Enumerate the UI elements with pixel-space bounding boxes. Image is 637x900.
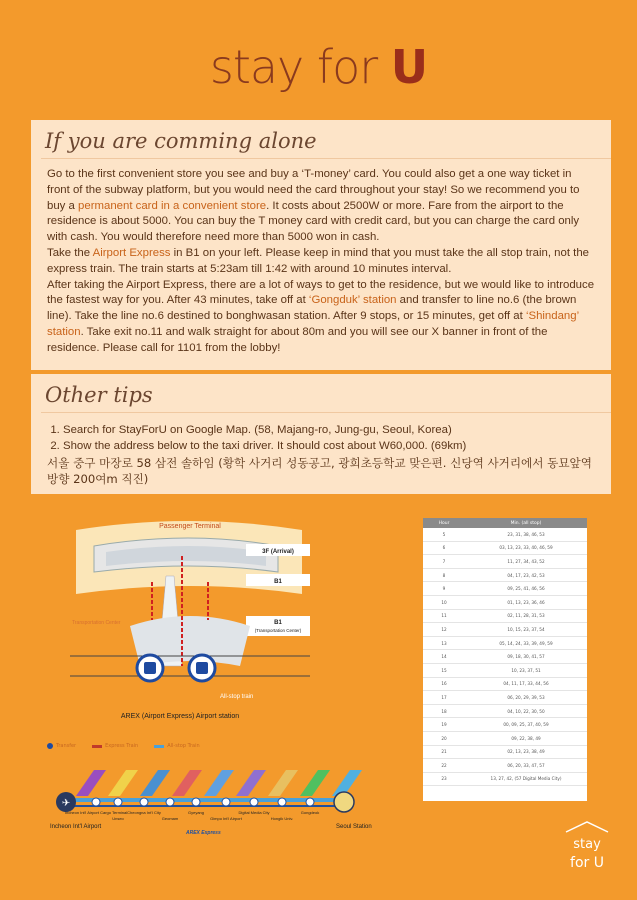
hour-header: Hour [438, 520, 450, 526]
minutes-cell: 02, 13, 23, 38, 49 [507, 749, 545, 755]
timetable-row [423, 664, 587, 678]
coming-alone-title: If you are comming alone [45, 129, 317, 153]
timetable-row [423, 732, 587, 746]
hour-cell: 22 [441, 762, 447, 768]
timetable-row [423, 596, 587, 610]
minutes-cell: 13, 27, 42, (57 Digital Media City) [490, 776, 562, 782]
house-roof-icon [566, 822, 608, 832]
level-b1-label: B1 [274, 579, 282, 585]
hour-cell: 23 [441, 776, 447, 782]
p2-text-b: in B1 on your left. Please keep in mind that you must take the all stop train, not the express train. The train starts at 5:23am till 1:42 with around 10 minutes interval. [47, 246, 590, 275]
hour-cell: 15 [441, 667, 447, 673]
korean-address: 서울 중구 마장로 58 삼전 솔하임 (황학 사거리 성동공고, 광희초등학교 맞은편. 신당역 사거리에서 동묘앞역 방향 200여m 직진) [47, 455, 592, 486]
station-label: Cheongna Int'l City [127, 810, 161, 815]
minutes-cell: 11, 27, 34, 43, 52 [507, 558, 545, 564]
coming-alone-body [31, 163, 611, 357]
tip-item: 1. Search for StayForU on Google Map. (58, Majang-ro, Jung-gu, Seoul, Korea) [63, 423, 597, 439]
timetable-row [423, 637, 587, 651]
minutes-cell: 02, 11, 28, 31, 53 [507, 613, 545, 619]
minutes-cell: 04, 17, 23, 42, 53 [507, 572, 545, 578]
other-tips-title: Other tips [45, 383, 153, 407]
divider [41, 412, 611, 413]
p1-highlight: permanent card in a convenient store [78, 199, 267, 212]
station-label: Unseo [112, 816, 124, 821]
station-label: Gyeyang [187, 810, 205, 815]
timetable-row [423, 623, 587, 637]
p3-text-a: After taking the Airport Express, there are a lot of ways to get to the residence, but we would like to introduce the fastest way for you. After 43 minutes, take off at [47, 278, 595, 307]
train-glyph [144, 662, 156, 674]
legend-transfer: Transfer [47, 743, 76, 749]
hour-cell: 19 [441, 722, 447, 728]
minutes-cell: 09, 25, 41, 46, 56 [507, 586, 545, 592]
p1-text-b: . It costs about 2500W or more. Fare from the airport to the residence is about 5000. You can buy the T money card with credit card, but you can charge the card only with cash. You would therefore need more than 5000 won in cash. [47, 199, 580, 244]
timetable-row [423, 569, 587, 583]
seoul-station-icon [334, 792, 354, 812]
brand-u: U [390, 40, 428, 94]
arex-brand: AREX Express [186, 830, 221, 836]
hour-cell: 16 [441, 681, 447, 687]
terminal-title: Passenger Terminal [159, 523, 221, 530]
minutes-cell: 01, 13, 23, 36, 46 [507, 599, 545, 605]
minutes-cell: 09, 18, 30, 41, 57 [507, 654, 545, 660]
terminal-diagram [70, 516, 310, 726]
level-b1-transport-box [246, 616, 310, 636]
legend-express: Express Train [92, 743, 138, 749]
timetable-row [423, 650, 587, 664]
brand-text: stay for [209, 40, 391, 94]
min-header: Min. (all stop) [510, 520, 542, 526]
minutes-cell: 00, 09, 25, 37, 40, 59 [503, 722, 549, 728]
train-glyph [196, 662, 208, 674]
minutes-cell: 06, 20, 33, 47, 57 [507, 762, 545, 768]
svg-text:✈: ✈ [61, 798, 71, 809]
timetable-row [423, 542, 587, 556]
p3-text-b: and transfer to line no.6 (the brown line). Take the line no.6 destined to bonghwasan station. After 9 stops, or 15 minutes, get off at [47, 294, 577, 323]
timetable-row [423, 773, 587, 787]
hour-cell: 14 [441, 654, 447, 660]
other-tips-panel [31, 374, 611, 494]
station-label: Digital Media City [238, 810, 270, 815]
minutes-cell: 10, 23, 37, 51 [511, 667, 541, 673]
p3-text-c: . Take exit no.11 and walk straight for about 80m and you will see our X banner in front of the residence. Please call for 1101 from the lobby! [47, 325, 548, 354]
hour-cell: 12 [441, 626, 447, 632]
tips-list [31, 417, 611, 455]
timetable-row [423, 555, 587, 569]
minutes-cell: 05, 14, 24, 33, 39, 49, 59 [499, 640, 553, 646]
hour-cell: 9 [442, 586, 446, 592]
timetable-row [423, 678, 587, 692]
hour-cell: 7 [442, 558, 446, 564]
hour-cell: 18 [441, 708, 447, 714]
minutes-cell: 10, 15, 23, 37, 54 [507, 626, 545, 632]
timetable-row [423, 691, 587, 705]
p2-highlight: Airport Express [92, 246, 171, 259]
divider [41, 158, 611, 159]
hour-cell: 21 [441, 749, 447, 755]
timetable-row [423, 705, 587, 719]
corner-logo [560, 820, 614, 876]
timetable-row [423, 528, 587, 542]
station-label: Gimpo Int'l Airport [210, 816, 242, 821]
minutes-cell: 04, 10, 22, 30, 50 [507, 708, 545, 714]
hour-cell: 8 [442, 572, 446, 578]
p2-text-a: Take the [47, 246, 93, 259]
level-b1-transport-label: B1 [274, 620, 282, 626]
corner-logo-line1: stay [573, 837, 601, 852]
hour-cell: 17 [441, 694, 447, 700]
timetable-row [423, 759, 587, 773]
station-caption: AREX (Airport Express) Airport station [120, 713, 240, 720]
timetable-row [423, 582, 587, 596]
timetable-body [423, 528, 587, 786]
arex-route-map [46, 756, 396, 846]
end-station-label: Seoul Station [336, 824, 372, 830]
tip-item: 2. Show the address below to the taxi driver. It should cost about W60,000. (69km) [63, 439, 597, 455]
transport-center-label: (Transportation Center) [254, 628, 302, 633]
timetable-row [423, 746, 587, 760]
station-label: Gongdeok [300, 810, 320, 815]
hour-cell: 10 [441, 599, 447, 605]
legend-allstop: All-stop Train [154, 743, 199, 749]
minutes-cell: 09, 22, 38, 49 [511, 735, 541, 741]
hour-cell: 5 [442, 531, 446, 537]
station-label: Incheon Int'l Airport Cargo Terminal [64, 810, 128, 815]
station-label: Hongik Univ. [270, 816, 294, 821]
hour-cell: 20 [441, 735, 447, 741]
side-label: Transportation Center [72, 620, 121, 626]
corner-logo-line2: for U [570, 855, 604, 871]
allstop-label: All-stop train [220, 694, 254, 700]
minutes-cell: 06, 20, 29, 39, 53 [507, 694, 545, 700]
timetable [423, 518, 587, 801]
station-label: Geomam [161, 816, 179, 821]
level-3f-label: 3F (Arrival) [262, 549, 294, 555]
minutes-cell: 04, 11, 17, 33, 44, 56 [503, 681, 549, 687]
minutes-cell: 03, 13, 23, 33, 40, 46, 59 [499, 545, 553, 551]
hour-cell: 6 [442, 545, 446, 551]
coming-alone-panel [31, 120, 611, 370]
p3-highlight-1: ‘Gongduk’ station [308, 294, 397, 307]
hour-cell: 13 [441, 640, 447, 646]
brand-logo [0, 40, 637, 94]
p3-highlight-2: ‘Shindang’ station [47, 310, 579, 338]
minutes-cell: 23, 31, 38, 46, 53 [507, 531, 545, 537]
route-legend [47, 743, 200, 749]
hour-cell: 11 [441, 613, 447, 619]
start-station-label: Incheon Int'l Airport [50, 824, 102, 830]
timetable-row [423, 610, 587, 624]
timetable-header [423, 518, 587, 528]
p1-text-a: Go to the first convenient store you see and buy a ‘T-money’ card. You could also get a one way ticket in front of the subway platform, but you would need the card throughout your stay! So we recommend you to buy a [47, 168, 580, 212]
timetable-row [423, 718, 587, 732]
